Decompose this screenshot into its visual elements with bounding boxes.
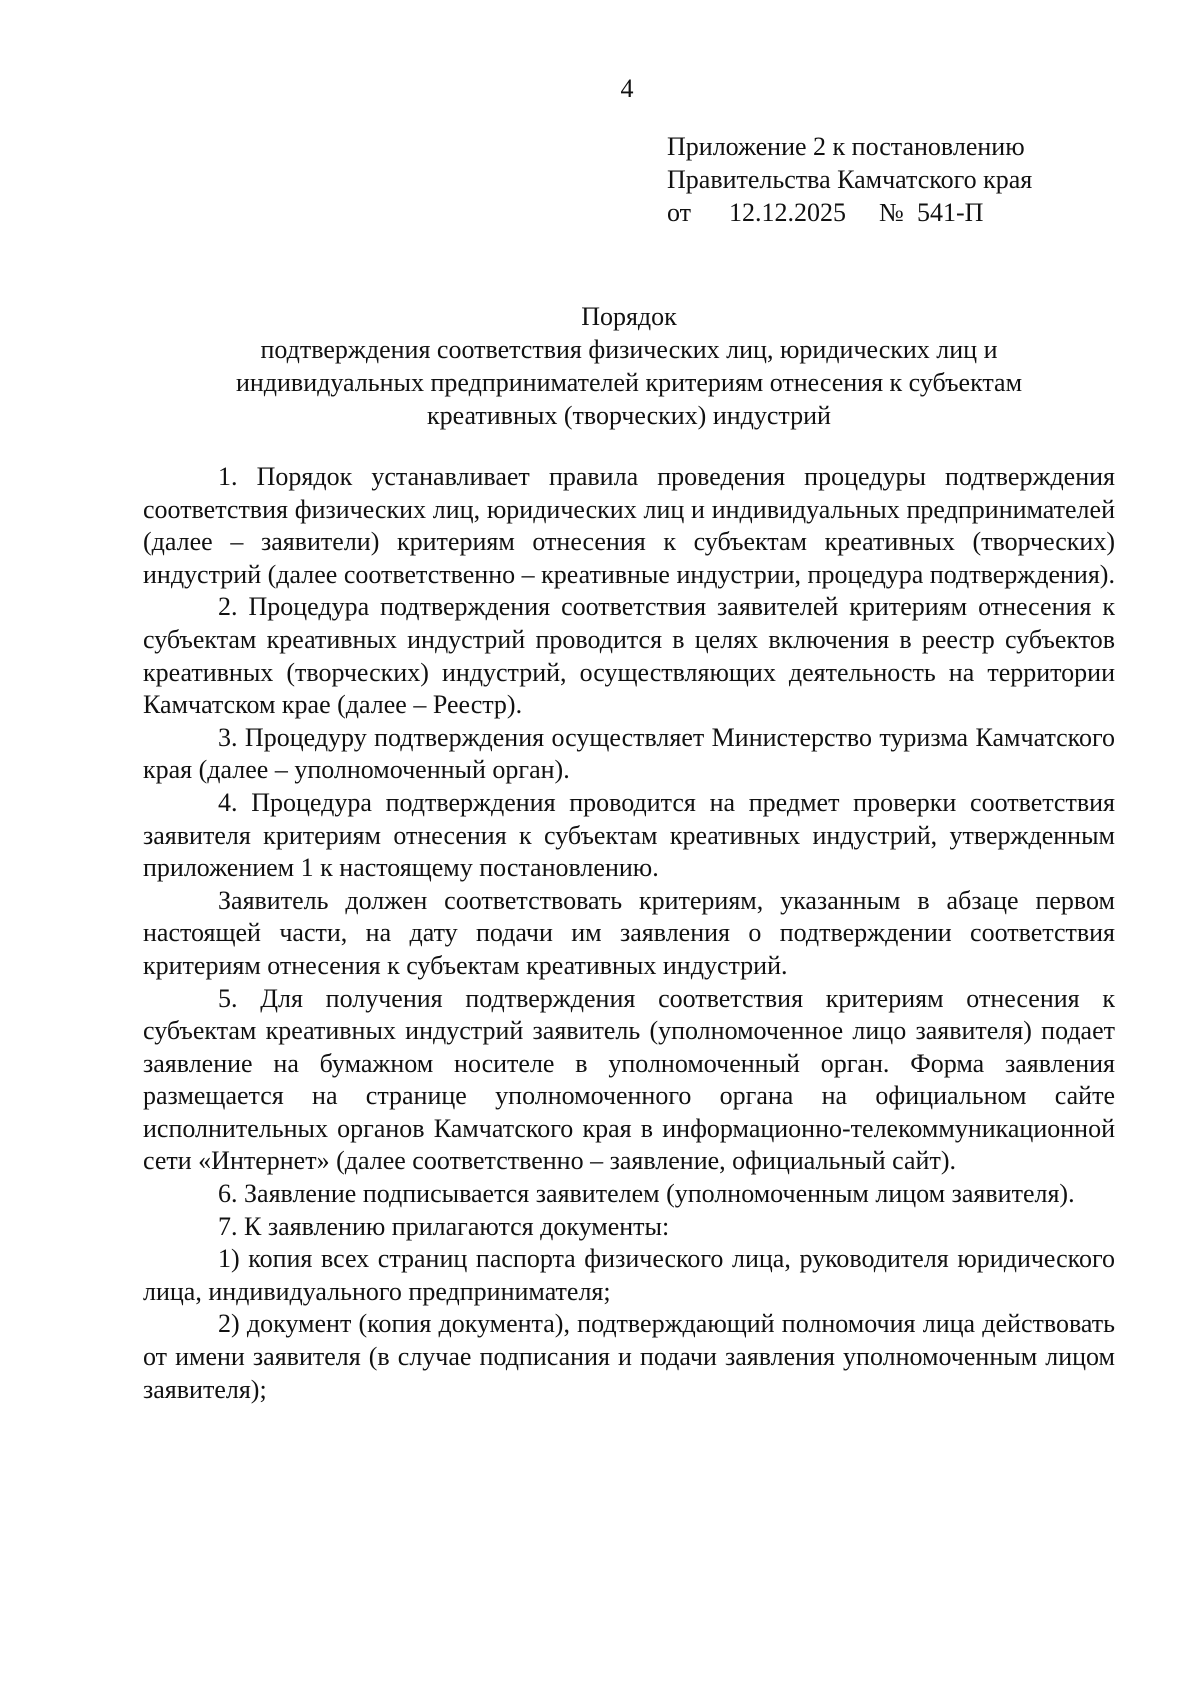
appendix-from-label: от: [667, 198, 692, 227]
paragraph: 1. Порядок устанавливает правила проведения процедуры подтверждения соответствия физических лиц, юридических лиц и индивидуальных предпринимателей (далее – заявители) критериям отнесения к субъектам креативных (творческих) индустрий (далее соответственно – креативные индустрии, процедура подтверждения).: [143, 462, 1115, 589]
paragraph: 6. Заявление подписывается заявителем (уполномоченным лицом заявителя).: [218, 1179, 1075, 1209]
title-line-3: креативных (творческих) индустрий: [427, 401, 831, 430]
paragraph: 2. Процедура подтверждения соответствия заявителей критериям отнесения к субъектам креативных индустрий проводится в целях включения в реестр субъектов креативных (творческих) индустрий, осуществляющих деятельность на территории Камчатском крае (далее – Реестр).: [143, 592, 1115, 720]
appendix-line-2: Правительства Камчатского края: [667, 165, 1033, 194]
title-line-2: индивидуальных предпринимателей критериям отнесения к субъектам: [235, 368, 1023, 397]
paragraph: 4. Процедура подтверждения проводится на предмет проверки соответствия заявителя критериям отнесения к субъектам креативных индустрий, утвержденным приложением 1 к настоящему постановлению.: [143, 787, 1115, 883]
paragraph: 5. Для получения подтверждения соответствия критериям отнесения к субъектам креативных индустрий заявитель (уполномоченное лицо заявителя) подает заявление на бумажном носителе в уполномоченный орган. Форма заявления размещается на странице уполномоченного органа на официальном сайте исполнительных органов Камчатского края в информационно-телекоммуникационной сети «Интернет» (далее соответственно – заявление, официальный сайт).: [143, 983, 1115, 1176]
paragraph: 2) документ (копия документа), подтверждающий полномочия лица действовать от имени заявителя (в случае подписания и подачи заявления уполномоченным лицом заявителя);: [143, 1309, 1115, 1404]
appendix-number: 541-П: [917, 198, 984, 227]
paragraph: Заявитель должен соответствовать критериям, указанным в абзаце первом настоящей части, на дату подачи им заявления о подтверждении соответствия критериям отнесения к субъектам креативных индустрий.: [143, 885, 1115, 980]
appendix-date-line: [667, 196, 1147, 229]
title-heading: Порядок: [581, 302, 677, 331]
appendix-date: 12.12.2025: [729, 198, 846, 227]
paragraph: 1) копия всех страниц паспорта физического лица, руководителя юридического лица, индивидуального предпринимателя;: [143, 1244, 1115, 1306]
document-body: [143, 461, 1115, 1406]
paragraph: 7. К заявлению прилагаются документы:: [218, 1211, 670, 1241]
document-title: [143, 300, 1115, 432]
page-number: 4: [620, 74, 634, 103]
paragraph: 3. Процедуру подтверждения осуществляет Министерство туризма Камчатского края (далее – уполномоченный орган).: [143, 722, 1115, 785]
appendix-line-1: Приложение 2 к постановлению: [667, 132, 1025, 161]
appendix-header: [667, 130, 1147, 229]
appendix-number-sign: №: [879, 198, 904, 227]
title-line-1: подтверждения соответствия физических лиц, юридических лиц и: [260, 335, 998, 364]
